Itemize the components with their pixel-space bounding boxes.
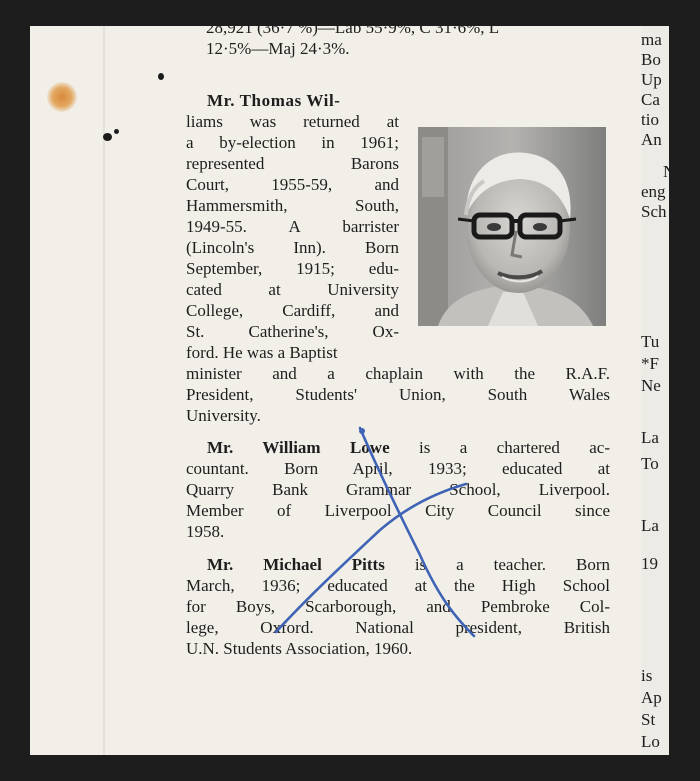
side-fragment: Lo (641, 732, 660, 751)
bio-line: Quarry Bank Grammar School, Liverpool. (186, 480, 610, 499)
side-fragment: To (641, 454, 659, 473)
side-fragment: La (641, 516, 659, 535)
bio-line: for Boys, Scarborough, and Pembroke Col- (186, 597, 610, 616)
side-fragment: La (641, 428, 659, 447)
bio-line: Court, 1955-59, and (186, 175, 399, 194)
william-first-line (207, 437, 610, 458)
bio-line: cated at University (186, 280, 399, 299)
side-fragment: An (641, 130, 662, 149)
ink-spot (158, 73, 164, 80)
bio-line: President, Students' Union, South Wales (186, 385, 610, 404)
side-fragment: Tu (641, 332, 660, 351)
bio-line: University. (186, 406, 261, 425)
bio-line: minister and a chaplain with the R.A.F. (186, 364, 610, 383)
side-fragment: 19 (641, 554, 658, 573)
ink-spot (114, 129, 119, 134)
side-fragment: Bo (641, 50, 661, 69)
side-fragment: ma (641, 30, 662, 49)
ink-spot (103, 133, 112, 141)
bio-line: (Lincoln's Inn). Born (186, 238, 399, 257)
top-result-line: 28,921 (36·7 %)—Lab 55·9%, C 31·6%, L (206, 18, 500, 37)
bio-line: 1949-55. A barrister (186, 217, 399, 236)
bio-line: ford. He was a Baptist (186, 343, 338, 362)
side-fragment: Ap (641, 688, 662, 707)
candidate-name-thomas: Mr. Thomas Wil- (207, 91, 341, 110)
adjacent-column-strip (641, 26, 676, 755)
side-fragment: Sch (641, 202, 667, 221)
side-fragment: tio (641, 110, 659, 129)
portrait-photo (418, 127, 606, 326)
bio-line: lege, Oxford. National president, British (186, 618, 610, 637)
side-fragment: Ca (641, 90, 660, 109)
portrait-drawing (418, 127, 606, 326)
bio-line: Hammersmith, South, (186, 196, 399, 215)
bio-text: is a teacher. Born (414, 555, 611, 574)
side-fragment: Ne (641, 376, 661, 395)
side-fragment: St (641, 710, 656, 729)
newspaper-clipping (30, 18, 641, 755)
bio-line: 1958. (186, 522, 225, 541)
bio-line: represented Barons (186, 154, 399, 173)
bio-line: a by-election in 1961; (186, 133, 399, 152)
side-fragment: *F (641, 354, 659, 373)
candidate-name-william: Mr. William Lowe (207, 438, 390, 457)
bio-line: liams was returned at (186, 112, 399, 131)
bio-line: March, 1936; educated at the High School (186, 576, 610, 595)
bio-line: College, Cardiff, and (186, 301, 399, 320)
side-fragment: N (663, 162, 676, 181)
rust-stain (47, 82, 77, 112)
side-fragment: is (641, 666, 653, 685)
bio-line: countant. Born April, 1933; educated at (186, 459, 610, 478)
michael-first-line (207, 554, 610, 575)
bio-text: is a chartered ac- (419, 438, 610, 457)
candidate-name-michael: Mr. Michael Pitts (207, 555, 385, 574)
side-fragment: eng (641, 182, 666, 201)
side-fragment: Up (641, 70, 662, 89)
top-result-line: 12·5%—Maj 24·3%. (206, 39, 350, 58)
bio-line: U.N. Students Association, 1960. (186, 639, 413, 658)
bio-line: September, 1915; edu- (186, 259, 399, 278)
bio-line: St. Catherine's, Ox- (186, 322, 399, 341)
bio-line: Member of Liverpool City Council since (186, 501, 610, 520)
